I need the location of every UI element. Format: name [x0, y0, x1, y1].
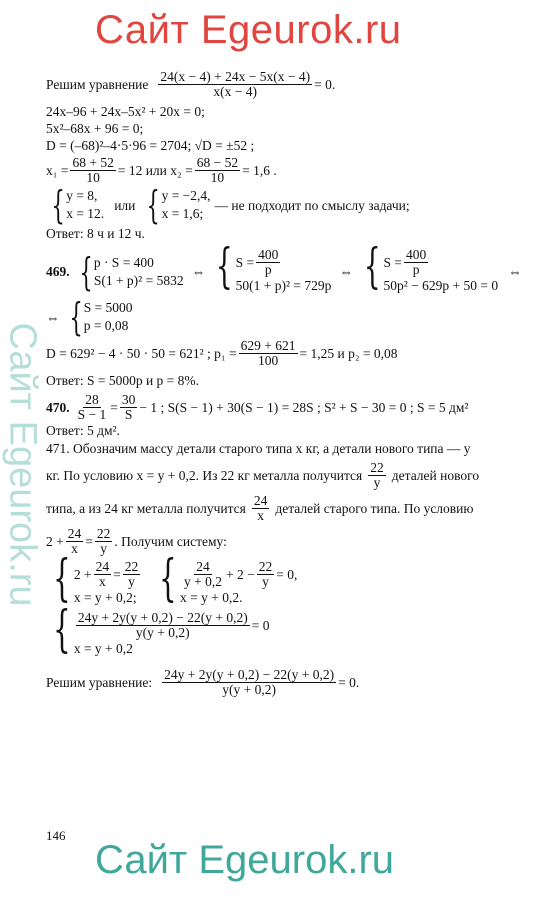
- discriminant: D = 629² − 4 · 50 · 50 = 621² ; p₁ =: [46, 346, 237, 361]
- sys-line: [383, 248, 498, 277]
- line-4: D = (–68)²–4·5·96 = 2704; √D = ±52 ;: [46, 138, 255, 153]
- denominator: x: [71, 541, 78, 556]
- system: { y = −2,4, x = 1,6;: [146, 183, 211, 227]
- page-number: 146: [46, 828, 66, 843]
- numerator: 30: [121, 392, 136, 407]
- fraction: [94, 560, 112, 589]
- line-2: 24x–96 + 24x–5x² + 20x = 0;: [46, 104, 205, 119]
- text: = 0,: [276, 566, 298, 582]
- system: { $\frac{24y + 2y(y + 0,2) - 22(y + 0,2)}{y(y + 0,2)}$ = 0 x = y + 0,2: [53, 600, 270, 658]
- denominator: y: [100, 541, 107, 556]
- denominator: p: [264, 262, 272, 277]
- label: Решим уравнение: [46, 77, 149, 92]
- text: . Получим систему:: [114, 534, 227, 549]
- denominator: x(x − 4): [213, 84, 258, 99]
- sys-line: x = 1,6;: [161, 206, 204, 221]
- denominator: x: [98, 574, 106, 589]
- watermark-side: Сайт Egeurok.ru: [1, 322, 44, 607]
- answer-1: Ответ: 8 ч и 12 ч.: [46, 226, 145, 241]
- system: { 2 + $\frac{24}{x}$ = $\frac{22}{y}$ x = y + 0,2;: [46, 560, 142, 607]
- systems-line: [46, 183, 516, 227]
- numerator: 68 + 52: [72, 155, 114, 170]
- denominator: y + 0,2: [184, 574, 222, 589]
- numerator: 24: [196, 559, 210, 574]
- denominator: y(y + 0,2): [135, 625, 190, 640]
- problem-number: 469.: [46, 264, 70, 279]
- sys-line: x = y + 0,2: [73, 641, 133, 656]
- numerator: 22: [96, 526, 111, 541]
- equals: =: [85, 534, 93, 549]
- fraction: [182, 560, 224, 589]
- text-471-3: [46, 494, 516, 523]
- system: { p · S = 400 S(1 + p)² = 5832: [79, 249, 184, 294]
- text: деталей нового: [391, 468, 480, 483]
- system-471-c: [46, 600, 516, 658]
- denominator: S − 1: [77, 407, 107, 422]
- denominator: S: [124, 407, 133, 422]
- sys-line: [236, 248, 332, 277]
- numerator: 400: [405, 247, 427, 262]
- sys-line: x = y + 0,2;: [73, 590, 137, 605]
- equals: =: [110, 400, 118, 415]
- denominator: 10: [86, 170, 100, 185]
- fraction: [195, 156, 240, 185]
- text: кг. По условию x = y + 0,2. Из 22 кг металла получится: [46, 468, 363, 483]
- equiv-arrow: ⇔: [508, 264, 522, 279]
- system: { S = $\frac{400}{p}$ 50(1 + p)² = 729p: [215, 238, 332, 294]
- numerator: 22: [370, 460, 384, 475]
- comment: — не подходит по смыслу задачи;: [214, 197, 410, 213]
- equals: = 0.: [314, 77, 336, 92]
- system: { S = $\frac{400}{p}$ 50p² − 629p + 50 = 0: [363, 238, 499, 294]
- text: = 0: [251, 617, 270, 633]
- fraction: [256, 248, 280, 277]
- numerator: 24(x − 4) + 24x − 5x(x − 4): [160, 69, 311, 84]
- answer-470: Ответ: 5 дм².: [46, 423, 120, 438]
- result: = 1,6 .: [242, 163, 277, 178]
- sys-line: S(1 + p)² = 5832: [93, 272, 184, 288]
- problem-470: [46, 393, 516, 422]
- sys-line: p = 0,08: [83, 318, 129, 333]
- text: 2 +: [46, 534, 64, 549]
- page-content: [46, 69, 522, 697]
- fraction: [162, 668, 336, 697]
- final-equation: [46, 668, 516, 697]
- line-3: 5x²–68x + 96 = 0;: [46, 121, 144, 136]
- sys-line: x = 12.: [66, 206, 105, 221]
- equals: =: [113, 566, 121, 582]
- system: { y = 8, x = 12.: [51, 183, 105, 227]
- sys-line: 50p² − 629p + 50 = 0: [383, 278, 499, 293]
- sys-line: p · S = 400: [93, 254, 154, 270]
- numerator: 24y + 2y(y + 0,2) − 22(y + 0,2): [77, 610, 248, 625]
- result: = 1,25 и p₂ = 0,08: [299, 346, 398, 361]
- fraction: [76, 393, 109, 422]
- sys-line: 50(1 + p)² = 729p: [235, 278, 332, 293]
- sys-line: x = y + 0,2.: [180, 590, 243, 605]
- text-471-1: 471. Обозначим массу детали старого типа x кг, а детали нового типа — y: [46, 441, 471, 456]
- denominator: y(y + 0,2): [222, 682, 276, 697]
- sys-line: S = 5000: [83, 300, 133, 315]
- fraction: [158, 70, 312, 99]
- numerator: 68 − 52: [196, 155, 239, 170]
- fraction: [120, 393, 138, 422]
- fraction: [252, 494, 270, 523]
- system: { $\frac{24}{y + 0,2}$ + 2 − $\frac{22}{y}$ = 0, x = y + 0,2.: [159, 549, 298, 607]
- denominator: p: [412, 262, 420, 277]
- roots-line: [46, 156, 516, 185]
- text: типа, а из 24 кг металла получится: [46, 501, 246, 516]
- fraction: [368, 461, 386, 490]
- fraction: [70, 156, 115, 185]
- equiv-arrow: ⇔: [191, 264, 206, 279]
- sys-line: y = 8,: [66, 188, 98, 203]
- numerator: 24: [95, 559, 110, 574]
- denominator: 100: [257, 353, 279, 368]
- label: Решим уравнение:: [46, 675, 153, 690]
- fraction: [76, 611, 250, 640]
- numerator: 22: [258, 559, 273, 574]
- numerator: 28: [85, 392, 99, 407]
- denominator: y: [373, 475, 381, 490]
- system: { S = 5000 p = 0,08: [68, 295, 133, 339]
- fraction: [95, 527, 113, 556]
- lhs: S =: [383, 254, 402, 270]
- watermark-top: Сайт Egeurok.ru: [95, 8, 402, 52]
- numerator: 22: [124, 559, 139, 574]
- problem-469: [46, 238, 522, 295]
- x1: x₁ =: [46, 163, 69, 178]
- denominator: 10: [210, 170, 225, 185]
- denominator: y: [262, 574, 269, 589]
- or-word: или: [114, 197, 136, 213]
- text: 2 +: [73, 566, 92, 582]
- condition-471: [46, 527, 516, 556]
- sys-line: [180, 560, 297, 589]
- systems-471: [46, 549, 516, 607]
- denominator: y: [128, 574, 135, 589]
- sys-line: [74, 611, 270, 640]
- sys-line: y = −2,4,: [161, 188, 211, 203]
- equiv-arrow: ⇔: [339, 264, 353, 279]
- fraction: [123, 560, 141, 589]
- problem-number: 470.: [46, 400, 70, 415]
- equiv-arrow: ⇔: [46, 309, 60, 325]
- text: деталей старого типа. По условию: [275, 501, 474, 516]
- text: + 2 −: [226, 566, 255, 582]
- fraction: [257, 560, 275, 589]
- equals: = 0.: [338, 675, 360, 690]
- lhs: S =: [235, 254, 255, 270]
- solution-469: [46, 295, 516, 339]
- numerator: 24: [253, 493, 268, 508]
- numerator: 24y + 2y(y + 0,2) − 22(y + 0,2): [164, 667, 335, 682]
- discriminant-469: [46, 339, 516, 368]
- equation-line-1: [46, 70, 516, 99]
- fraction: [239, 339, 298, 368]
- watermark-bottom: Сайт Egeurok.ru: [95, 838, 395, 882]
- numerator: 629 + 621: [240, 338, 296, 353]
- answer-469: Ответ: S = 5000р и p = 8%.: [46, 373, 200, 388]
- numerator: 400: [258, 247, 279, 262]
- equation: − 1 ; S(S − 1) + 30(S − 1) = 28S ; S² + S − 30 = 0 ; S = 5 дм²: [139, 400, 469, 415]
- x2: = 12 или x₂ =: [117, 163, 193, 178]
- text-471-2: [46, 461, 516, 490]
- sys-line: [74, 560, 142, 589]
- fraction: [404, 248, 428, 277]
- denominator: x: [257, 508, 264, 523]
- numerator: 24: [67, 526, 82, 541]
